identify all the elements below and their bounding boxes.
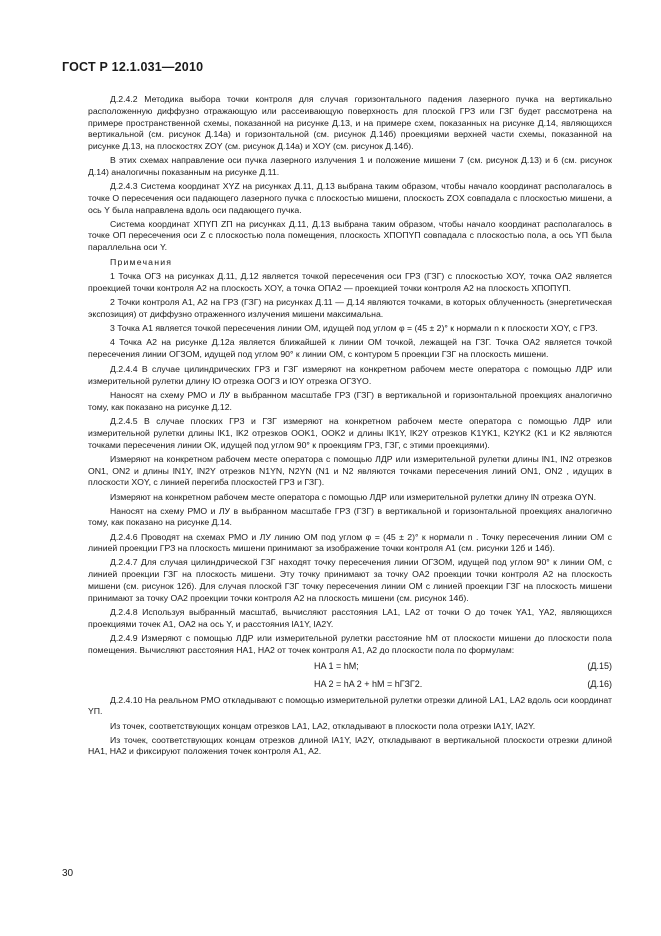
paragraph: Наносят на схему РМО и ЛУ в выбранном масштабе ГРЗ (ГЗГ) в вертикальной и горизонтальной проекциях аналогично тому, как показано на рисунке Д.14.: [88, 505, 612, 528]
paragraph: Система координат XПYП ZП на рисунках Д.11, Д.13 выбрана таким образом, чтобы начало координат располагалось в точке OП пересечения оси Z с плоскостью пола помещения, плоскость XПOПYП совпадала с плоскостью пола, а ось YП была параллельна оси Y.: [88, 218, 612, 253]
note: 2 Точки контроля A1, A2 на ГРЗ (ГЗГ) на рисунках Д.11 — Д.14 являются точками, в которых облученность (энергетическая экспозиция) от диффузно отраженного излучения мишени максимальна.: [88, 296, 612, 319]
paragraph: Д.2.4.6 Проводят на схемах РМО и ЛУ линию ОМ под углом φ = (45 ± 2)° к нормали n . Точку пересечения линии ОМ с линией проекции ГРЗ на плоскость мишени принимают за изображение точки контроля A1 (см. рисунки 12б и 14б).: [88, 531, 612, 554]
note: 4 Точка A2 на рисунке Д.12а является ближайшей к линии ОМ точкой, лежащей на ГЗГ. Точка OA2 является точкой пересечения линии OГЗOМ, идущей под углом 90° к линии ОМ, с контуром 5 проекции ГЗГ на плоскость мишени.: [88, 336, 612, 359]
paragraph: Д.2.4.7 Для случая цилиндрической ГЗГ находят точку пересечения линии OГЗOМ, идущей под углом 90° к линии ОМ, с линией проекции ГЗГ на плоскость мишени. Эту точку принимают за точку OA2 проекции точки контроля A2 на плоскость мишени (см. рисунок 12б). Для случая плоской ГЗГ точку пересечения линии ОМ с линией проекции ГЗГ на плоскость мишени принимают за точку OA2 проекции точки контроля A2 на плоскость мишени (см. рисунок 14б).: [88, 557, 612, 603]
paragraph: Наносят на схему РМО и ЛУ в выбранном масштабе ГРЗ (ГЗГ) в вертикальной и горизонтальной проекциях аналогично тому, как показано на рисунке Д.12.: [88, 390, 612, 413]
formula-number: (Д.16): [587, 678, 612, 689]
paragraph: Д.2.4.9 Измеряют с помощью ЛДР или измерительной рулетки расстояние hМ от плоскости мишени до плоскости пола помещения. Вычисляют расстояния HA1, HA2 от точек контроля A1, A2 до плоскости пола по формулам:: [88, 632, 612, 655]
note: 3 Точка A1 является точкой пересечения линии ОМ, идущей под углом φ = (45 ± 2)° к нормали n к плоскости XOY, с ГРЗ.: [110, 322, 598, 333]
paragraph: В этих схемах направление оси пучка лазерного излучения 1 и положение мишени 7 (см. рисунок Д.13) и 6 (см. рисунок Д.14) аналогичны показанным на рисунке Д.11.: [88, 155, 612, 177]
formula-expression: HA 1 = hМ;: [314, 660, 359, 671]
paragraph: Измеряют на конкретном рабочем месте оператора с помощью ЛДР или измерительной рулетки длины lN1, lN2 отрезков ON1, ON2 и длины lN1Y, lN2Y отрезков N1YN, N2YN (N1 и N2 являются точками пересечения линий ON1, ON2 , идущих в плоскости XOY, с линией перегиба плоскостей ГРЗ и ГЗГ).: [88, 453, 612, 488]
formula-d16: [88, 677, 612, 693]
paragraph: Д.2.4.5 В случае плоских ГРЗ и ГЗГ измеряют на конкретном рабочем месте оператора с помощью ЛДР или измерительной рулетки длины lK1, lK2 отрезков OOK1, OOK2 и длины lK1Y, lK2Y отрезков K1YK1, K2YK2 (K1 и K2 являются точками пересечения линии ОК, идущей под углом 90° к проекциям ГРЗ, ГЗГ, с этими проекциями).: [88, 416, 612, 450]
note: 1 Точка OГЗ на рисунках Д.11, Д.12 является точкой пересечения оси ГРЗ (ГЗГ) с плоскостью XOY, точка OA2 является проекцией точки контроля A2 на плоскость XOY, а точка OПА2 — проекцией точки контроля A2 на плоскость XПOПYП.: [88, 271, 612, 293]
formula-number: (Д.15): [587, 660, 612, 671]
paragraph: Из точек, соответствующих концам отрезков длиной lA1Y, lA2Y, откладывают в вертикальной плоскости отрезки длиной HA1, HA2 и фиксируют положения точек контроля A1, A2.: [88, 734, 612, 757]
formula-d15: [88, 659, 612, 675]
formula-expression: HA 2 = hA 2 + hМ = hГЗГ2.: [314, 678, 423, 689]
paragraph: Д.2.4.8 Используя выбранный масштаб, вычисляют расстояния LA1, LA2 от точки O до точек YA1, YA2, являющихся проекциями точек A1, OA2 на ось Y, и расстояния lA1Y, lA2Y.: [88, 606, 612, 629]
standard-header: ГОСТ Р 12.1.031—2010: [62, 60, 204, 74]
paragraph: Д.2.4.3 Система координат XYZ на рисунках Д.11, Д.13 выбрана таким образом, чтобы начало координат располагалось в точке O пересечения оси падающего лазерного пучка с плоскостью мишени, плоскость ZOX совпадала с плоскостью мишени, а ось Y была направлена вдоль оси падающего пучка.: [88, 181, 612, 215]
document-body: [88, 94, 612, 761]
paragraph: Измеряют на конкретном рабочем месте оператора с помощью ЛДР или измерительной рулетки длину lN отрезка OYN.: [110, 491, 597, 502]
notes-heading: Примечания: [110, 256, 173, 267]
paragraph: Д.2.4.2 Методика выбора точки контроля для случая горизонтального падения лазерного пучка на вертикально расположенную диффузно отражающую или рассеивающую поверхность для плоской ГРЗ или ГЗГ будет рассмотрена на примере пространственной схемы, показанной на рисунке Д.13, и на примере схем, показанных на рисунке Д.14, являющихся вертикальной (см. рисунок Д.14а) и горизонтальной (см. рисунок Д.14б) проекциями верхней части схемы, показанной на рисунке Д.13, на плоскостях ZOY (см. рисунок Д.14а) и XOY (см. рисунок Д.14б).: [88, 94, 612, 151]
paragraph: Из точек, соответствующих концам отрезков LA1, LA2, откладывают в плоскости пола отрезки lA1Y, lA2Y.: [110, 720, 536, 731]
paragraph: Д.2.4.10 На реальном РМО откладывают с помощью измерительной рулетки отрезки длиной LA1, LA2 вдоль оси координат YП.: [88, 694, 612, 717]
page-number: 30: [62, 868, 74, 879]
paragraph: Д.2.4.4 В случае цилиндрических ГРЗ и ГЗГ измеряют на конкретном рабочем месте оператора с помощью ЛДР или измерительной рулетки длину lO отрезка OOГЗ и lOY отрезка OГЗYO.: [88, 364, 612, 387]
